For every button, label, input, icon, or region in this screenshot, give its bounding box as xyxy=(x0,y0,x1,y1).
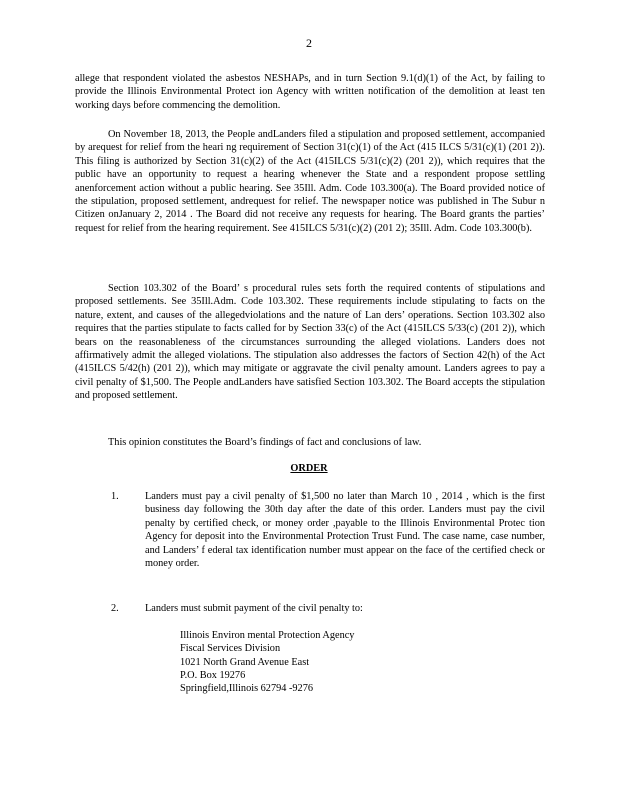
address-line-agency: Illinois Environ mental Protection Agency xyxy=(180,630,355,641)
address-line-po-box: P.O. Box 19276 xyxy=(180,669,246,681)
order-item-number-1: 1. xyxy=(111,491,119,502)
paragraph-allegation: allege that respondent violated the asbestos NESHAPs, and in turn Section 9.1(d)(1) of the Act, by failing to provide the Illinois Environmental Protect ion Agency with written notification of the demolition at least ten working days before commencing the demolition. xyxy=(75,73,545,111)
paragraph-procedural-rules: Section 103.302 of the Board’ s procedural rules sets forth the required contents of stipulations and proposed settlements. See 35Ill.Adm. Code 103.302. These requirements include stipulating to facts on the nature, extent, and causes of the allegedviolations and the nature of Lan ders’ operations. Section 103.302 also requires that the parties stipulate to facts called for by Section 33(c) of the Act (415ILCS 5/33(c) (201 2)), which bears on the reasonableness of the circumstances surrounding the alleged violations. Landers does not affirmatively admit the alleged violations. The stipulation also addresses the factors of Section 42(h) of the Act (415ILCS 5/42(h) (201 2)), which may mitigate or aggravate the civil penalty amount. Landers agrees to pay a civil penalty of $1,500. The People andLanders have satisfied Section 103.302. The Board accepts the stipulation and proposed settlement. xyxy=(75,283,545,402)
order-heading: ORDER xyxy=(290,463,328,474)
address-line-division: Fiscal Services Division xyxy=(180,643,281,655)
order-item-text-2: Landers must submit payment of the civil penalty to: xyxy=(145,603,363,614)
order-item-number-2: 2. xyxy=(111,603,119,614)
page-number: 2 xyxy=(306,36,312,50)
address-line-city: Springfield,Illinois 62794 -9276 xyxy=(180,683,313,695)
paragraph-findings: This opinion constitutes the Board’s findings of fact and conclusions of law. xyxy=(108,437,422,448)
address-line-street: 1021 North Grand Avenue East xyxy=(180,656,310,668)
order-item-text-1: Landers must pay a civil penalty of $1,500 no later than March 10 , 2014 , which is the first business day following the 30th day after the date of this order. Landers must pay the civil penalty by certified check, or money order ,payable to the Illinois Environmental Protec tion Agency for deposit into the Environmental Protection Trust Fund. The case name, case number, and Landers’ f ederal tax identification number must appear on the face of the certified check or money order. xyxy=(145,491,545,570)
payment-address xyxy=(180,629,354,695)
paragraph-stipulation-filing: On November 18, 2013, the People andLanders filed a stipulation and proposed settlement, accompanied by arequest for relief from the heari ng requirement of Section 31(c)(1) of the Act (415 ILCS 5/31(c)(1) (201 2)). This filing is authorized by Section 31(c)(2) of the Act (415ILCS 5/31(c)(2) (201 2)), which requires that the public have an opportunity to request a hearing whenever the State and a respondent propose settling anenforcement action without a public hearing. See 35Ill. Adm. Code 103.300(a). The Board provided notice of the stipulation, proposed settlement, andrequest for relief. The newspaper notice was published in The Subur n Citizen onJanuary 2, 2014 . The Board did not receive any requests for hearing. The Board grants the parties’ request for relief from the hearing requirement. See 415ILCS 5/31(c)(2) (201 2); 35Ill. Adm. Code 103.300(b). xyxy=(75,129,545,234)
